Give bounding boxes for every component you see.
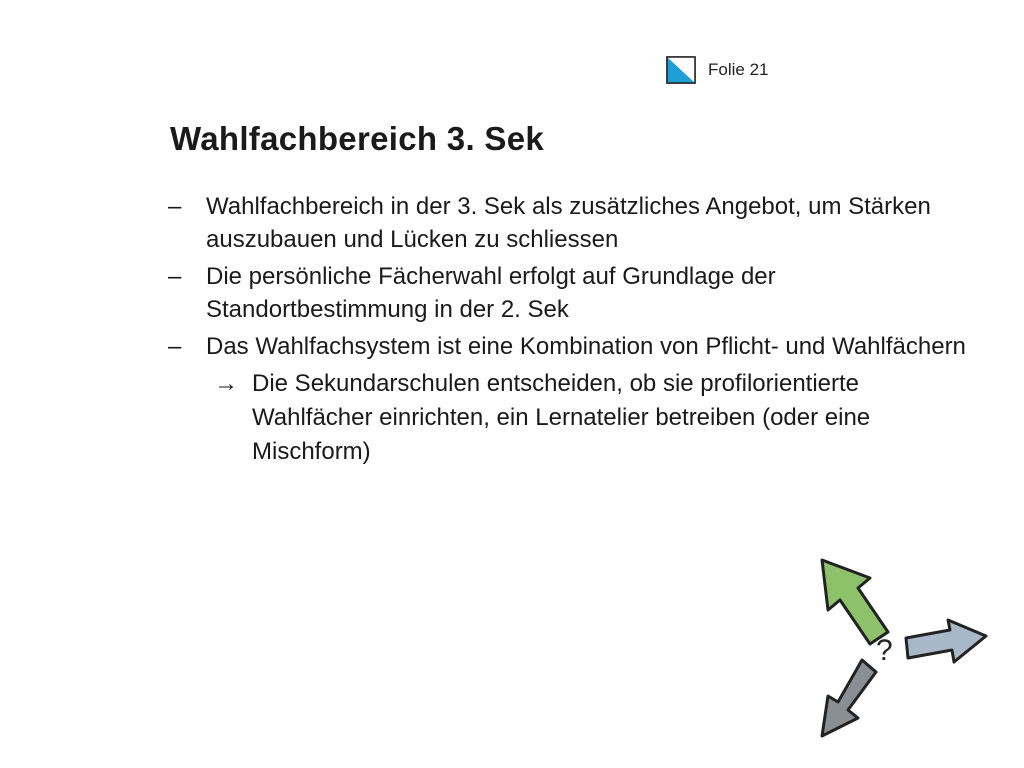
sub-bullet-text: Die Sekundarschulen entscheiden, ob sie profilorientierte Wahlfächer einrichten, ein Lernatelier betreiben (oder eine Mischform) — [252, 370, 871, 465]
zurich-canton-logo-icon — [666, 56, 696, 84]
bullet-dash: – — [168, 333, 182, 360]
bullet-text: Wahlfachbereich in der 3. Sek als zusätzliches Angebot, um Stärken auszubauen und Lücken zu schliessen — [206, 193, 931, 253]
down-arrow-icon — [822, 660, 876, 736]
slide-title: Wahlfachbereich 3. Sek — [170, 120, 545, 157]
bullet-item — [168, 260, 968, 326]
bullet-list — [168, 190, 968, 469]
bullet-dash: – — [168, 193, 182, 220]
right-arrow-icon — [906, 620, 986, 662]
sub-bullet-item — [214, 367, 968, 469]
bullet-item — [168, 190, 968, 256]
bullet-text: Die persönliche Fächerwahl erfolgt auf Grundlage der Standortbestimmung in der 2. Sek — [206, 263, 776, 323]
question-mark: ? — [876, 634, 893, 667]
slide-number-label: Folie 21 — [708, 60, 769, 79]
direction-arrows-question-icon — [800, 540, 1000, 750]
bullet-dash: – — [168, 263, 182, 290]
up-arrow-icon — [822, 560, 888, 644]
bullet-item — [168, 330, 968, 363]
arrow-right-icon: → — [214, 370, 238, 397]
bullet-text: Das Wahlfachsystem ist eine Kombination von Pflicht- und Wahlfächern — [206, 333, 966, 360]
